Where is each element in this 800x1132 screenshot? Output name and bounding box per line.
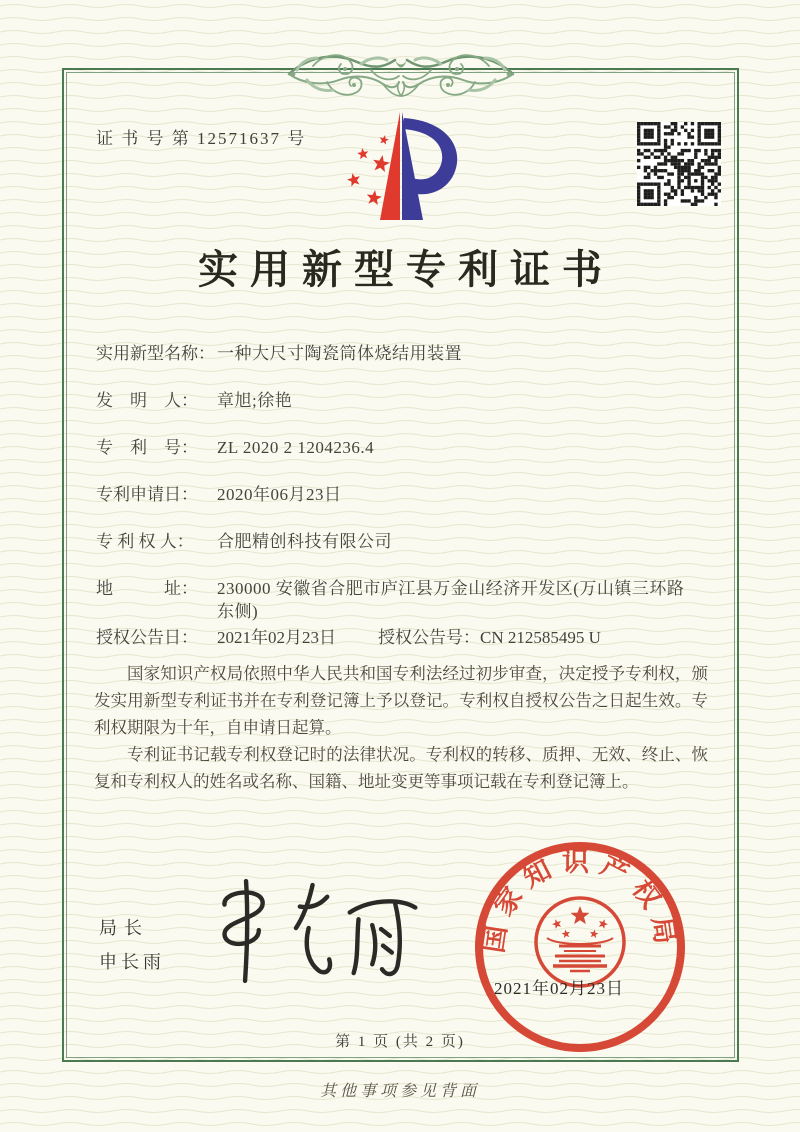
- field-value: 230000 安徽省合肥市庐江县万金山经济开发区(万山镇三环路东侧): [217, 579, 685, 621]
- field-value: 2020年06月23日: [217, 485, 342, 504]
- field-row-patentee: [96, 530, 696, 553]
- field-value: 章旭;徐艳: [217, 391, 293, 410]
- logo-star-icon: [357, 148, 368, 159]
- field-label: 专 利 号：: [96, 438, 198, 457]
- field-value: ZL 2020 2 1204236.4: [217, 438, 375, 457]
- legal-paragraph-2: 专利证书记载专利权登记时的法律状况。专利权的转移、质押、无效、终止、恢复和专利权人的姓名或名称、国籍、地址变更等事项记载在专利登记簿上。: [94, 745, 708, 791]
- cnipa-logo: [334, 108, 476, 228]
- logo-star-icon: [373, 155, 390, 172]
- page-number: 第 1 页 (共 2 页): [335, 1034, 465, 1050]
- field-value: 一种大尺寸陶瓷筒体烧结用装置: [217, 344, 462, 363]
- certificate-title: 实用新型专利证书: [198, 247, 614, 292]
- ornament-center-leaf: [395, 60, 407, 68]
- legal-paragraph-1: 国家知识产权局依照中华人民共和国专利法经过初步审查，决定授予专利权，颁发实用新型专利证书并在专利登记簿上予以登记。专利权自授权公告之日起生效。专利权期限为十年，自申请日起算。: [94, 664, 708, 737]
- field-label: 地 址：: [96, 579, 198, 598]
- field-row-address: [96, 577, 696, 623]
- logo-star-icon: [367, 190, 382, 205]
- field-label: 授权公告号：: [378, 628, 480, 647]
- logo-star-icon: [380, 135, 389, 145]
- field-row-patent-number: [96, 436, 696, 459]
- field-value: CN 212585495 U: [480, 628, 601, 647]
- field-label: 实用新型名称：: [96, 344, 215, 363]
- patent-fields: [96, 342, 696, 673]
- grant-date-stamp: 2021年02月23日: [494, 979, 624, 998]
- director-name-label: 申长雨: [99, 952, 165, 972]
- field-value: 合肥精创科技有限公司: [217, 532, 392, 551]
- field-pair-grant-number: [378, 626, 601, 649]
- national-emblem: [536, 898, 624, 986]
- official-seal: [467, 834, 693, 1060]
- field-label: 专利申请日：: [96, 485, 198, 504]
- border-flourish-ornament: [283, 40, 519, 116]
- qr-code: [637, 122, 721, 206]
- director-signature: [203, 872, 428, 990]
- certificate-number: 证 书 号 第 12571637 号: [96, 129, 307, 148]
- field-value: 2021年02月23日: [217, 628, 336, 647]
- legal-text: [94, 660, 708, 795]
- field-label: 授权公告日：: [96, 628, 198, 647]
- seal-text: 国家知识产权局: [478, 847, 682, 955]
- logo-star-icon: [347, 173, 360, 186]
- field-row-inventor: [96, 389, 696, 412]
- field-row-grant: [96, 626, 696, 649]
- field-label: 专 利 权 人：: [96, 532, 194, 551]
- svg-text:国家知识产权局: [478, 847, 681, 955]
- field-row-utility-name: [96, 342, 696, 365]
- field-label: 发 明 人：: [96, 391, 198, 410]
- field-row-filing-date: [96, 483, 696, 506]
- director-role-label: 局长: [99, 918, 149, 938]
- see-back-note: 其他事项参见背面: [319, 1083, 480, 1100]
